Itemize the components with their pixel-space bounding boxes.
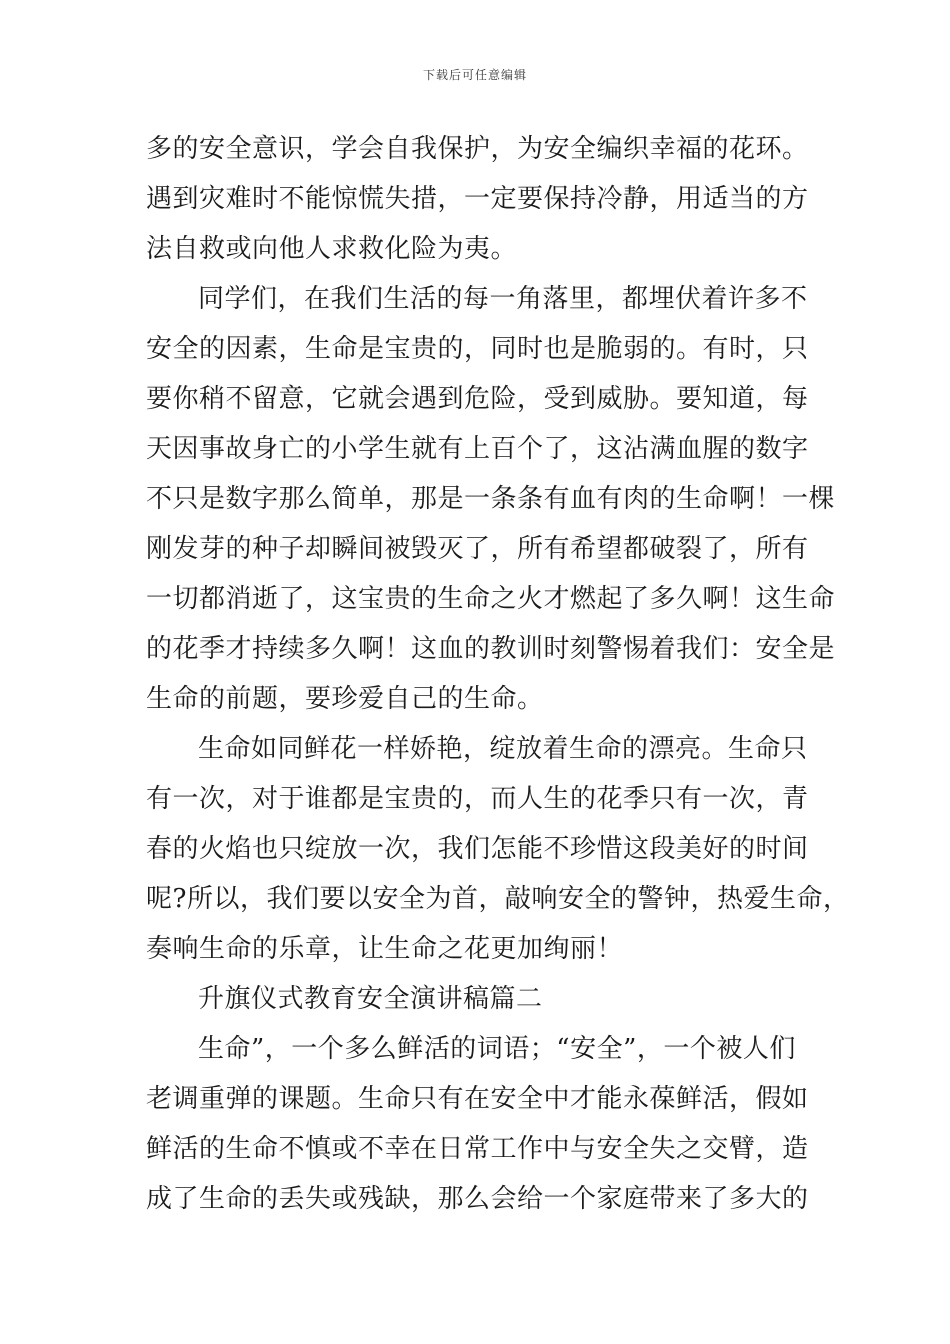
text-line: 天因事故身亡的小学生就有上百个了，这沾满血腥的数字 (146, 434, 809, 464)
text-line: 一切都消逝了，这宝贵的生命之火才燃起了多久啊！这生命 (146, 584, 836, 614)
text-line: 奏响生命的乐章，让生命之花更加绚丽！ (146, 934, 624, 964)
text-line: 呢?所以，我们要以安全为首，敲响安全的警钟，热爱生命， (146, 884, 850, 914)
text-line: 不只是数字那么简单，那是一条条有血有肉的生命啊！一棵 (146, 484, 836, 514)
text-line: 春的火焰也只绽放一次，我们怎能不珍惜这段美好的时间 (146, 834, 809, 864)
text-line: 刚发芽的种子却瞬间被毁灭了，所有希望都破裂了，所有 (146, 534, 809, 564)
document-body (146, 124, 850, 1224)
text-line: 老调重弹的课题。生命只有在安全中才能永葆鲜活，假如 (146, 1084, 809, 1114)
text-line: 多的安全意识，学会自我保护，为安全编织幸福的花环。 (146, 134, 809, 164)
text-line: 生命如同鲜花一样娇艳，绽放着生命的漂亮。生命只 (198, 734, 808, 764)
text-line: 有一次，对于谁都是宝贵的，而人生的花季只有一次，青 (146, 784, 809, 814)
text-line: 要你稍不留意，它就会遇到危险，受到威胁。要知道，每 (146, 384, 809, 414)
text-line: 生命”，一个多么鲜活的词语；“安全”，一个被人们 (198, 1034, 796, 1064)
text-line: 遇到灾难时不能惊慌失措，一定要保持冷静，用适当的方 (146, 184, 809, 214)
text-line: 鲜活的生命不慎或不幸在日常工作中与安全失之交臂，造 (146, 1134, 809, 1164)
text-line: 成了生命的丢失或残缺，那么会给一个家庭带来了多大的 (146, 1184, 809, 1214)
text-line: 安全的因素，生命是宝贵的，同时也是脆弱的。有时，只 (146, 334, 809, 364)
page-header: 下载后可任意编辑 (422, 68, 527, 82)
text-line: 同学们，在我们生活的每一角落里，都埋伏着许多不 (198, 284, 808, 314)
section-heading: 升旗仪式教育安全演讲稿篇二 (198, 984, 543, 1014)
text-line: 法自救或向他人求救化险为夷。 (146, 234, 518, 264)
text-line: 的花季才持续多久啊！这血的教训时刻警惕着我们：安全是 (146, 634, 836, 664)
text-line: 生命的前题，要珍爱自己的生命。 (146, 684, 544, 714)
